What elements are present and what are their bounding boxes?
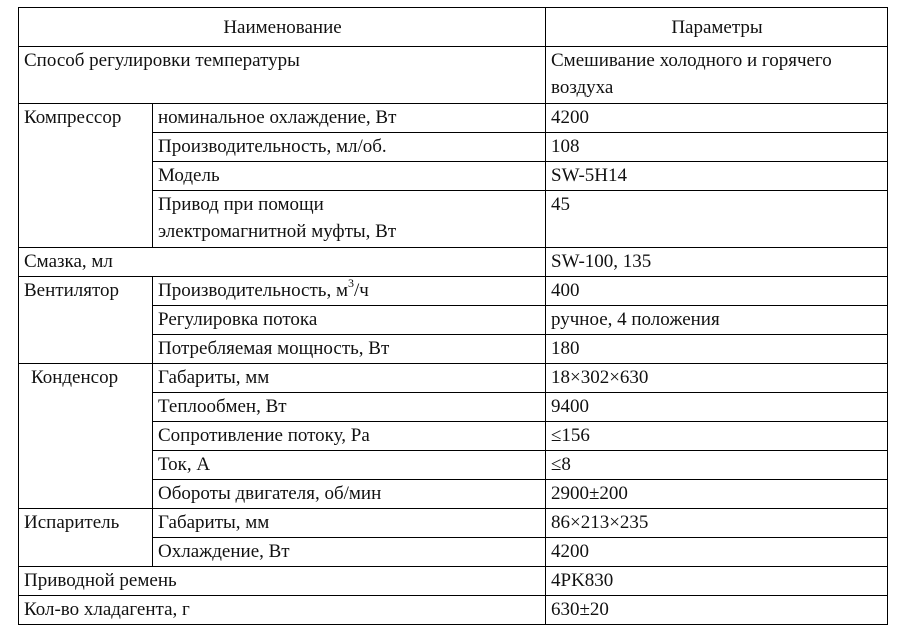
row-label: Производительность, мл/об. [153,133,546,162]
row-value: 4PK830 [546,567,888,596]
table-row [19,104,888,133]
row-label: Охлаждение, Вт [153,538,546,567]
row-label: номинальное охлаждение, Вт [153,104,546,133]
table-row [19,596,888,625]
group-label-condenser: Конденсор [19,364,153,509]
table-row [19,47,888,104]
row-label: Приводной ремень [19,567,546,596]
row-label: Модель [153,162,546,191]
row-value: 4200 [546,538,888,567]
row-label: Габариты, мм [153,364,546,393]
row-label: Способ регулировки температуры [19,47,546,104]
table-row [19,567,888,596]
header-name: Наименование [19,8,546,47]
row-value: 400 [546,277,888,306]
table-row [19,364,888,393]
row-value: 630±20 [546,596,888,625]
row-value: Смешивание холодного и горячего воздуха [546,47,888,104]
row-label: Ток, А [153,451,546,480]
row-value: ≤8 [546,451,888,480]
row-label: Сопротивление потоку, Ра [153,422,546,451]
row-value: 2900±200 [546,480,888,509]
table-row [19,248,888,277]
row-value: SW-5H14 [546,162,888,191]
row-value: SW-100, 135 [546,248,888,277]
group-label-compressor: Компрессор [19,104,153,248]
row-label [153,277,546,306]
group-label-evaporator: Испаритель [19,509,153,567]
row-label: Обороты двигателя, об/мин [153,480,546,509]
row-value: 180 [546,335,888,364]
group-label-fan: Вентилятор [19,277,153,364]
row-label: Теплообмен, Вт [153,393,546,422]
row-label: Потребляемая мощность, Вт [153,335,546,364]
row-value: ≤156 [546,422,888,451]
fan-capacity-label-sup: 3 [347,275,354,290]
row-value: 18×302×630 [546,364,888,393]
fan-capacity-label-suffix: /ч [353,280,369,301]
row-value: 86×213×235 [546,509,888,538]
row-value: 4200 [546,104,888,133]
row-label: Габариты, мм [153,509,546,538]
row-label: Регулировка потока [153,306,546,335]
row-value: ручное, 4 положения [546,306,888,335]
table-row [19,509,888,538]
row-label: Смазка, мл [19,248,546,277]
table-row [19,277,888,306]
specs-table [18,7,888,625]
table-header-row [19,8,888,47]
row-value: 108 [546,133,888,162]
row-value: 9400 [546,393,888,422]
row-label: Привод при помощи электромагнитной муфты, Вт [153,191,546,248]
row-value: 45 [546,191,888,248]
fan-capacity-label-prefix: Производительность, м [158,280,348,301]
row-label: Кол-во хладагента, г [19,596,546,625]
header-params: Параметры [546,8,888,47]
